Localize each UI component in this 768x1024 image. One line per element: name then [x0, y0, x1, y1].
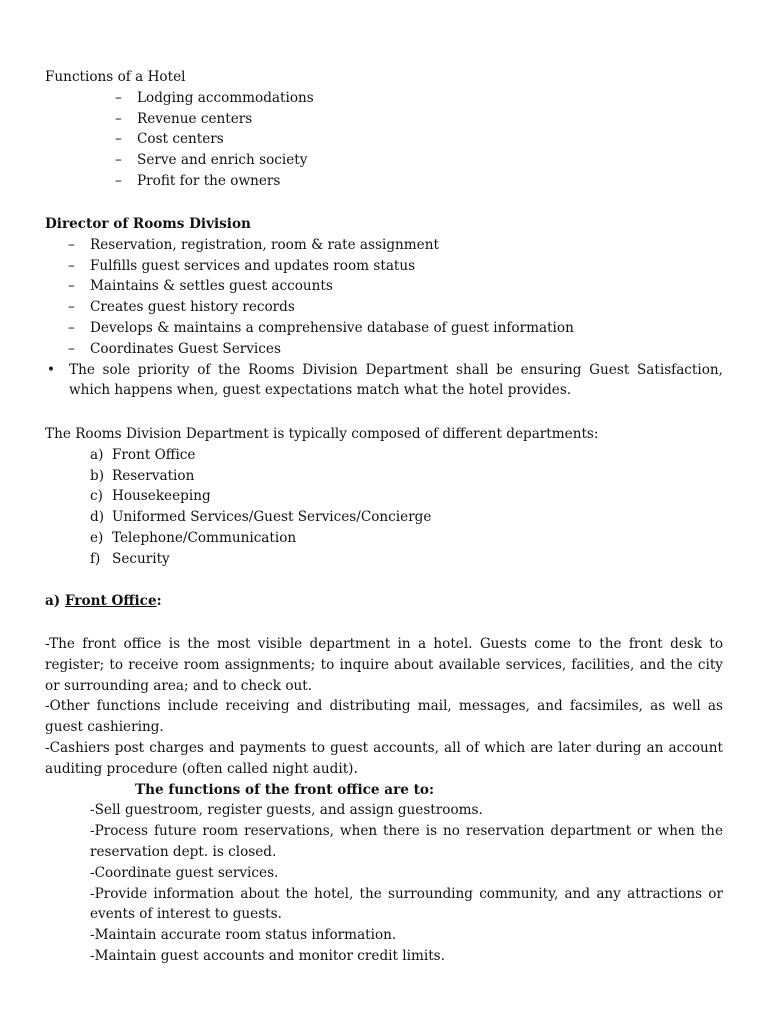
composition-section	[45, 424, 723, 570]
list-item: – Reservation, registration, room & rate assignment	[68, 235, 723, 256]
list-item: – Profit for the owners	[115, 171, 723, 192]
dash-marker: –	[68, 278, 75, 295]
list-item: – Lodging accommodations	[115, 88, 723, 109]
list-item: e) Telephone/Communication	[90, 529, 297, 546]
front-office-functions-list	[45, 800, 723, 966]
list-item: a) Front Office	[90, 446, 196, 463]
dash-marker: –	[68, 257, 75, 274]
list-item: – Develops & maintains a comprehensive database of guest information	[68, 318, 723, 339]
director-heading: Director of Rooms Division	[45, 216, 251, 232]
hotel-functions-section	[45, 67, 723, 192]
paragraph: -Other functions include receiving and distributing mail, messages, and facsimiles, as well as guest cashiering.	[45, 698, 723, 736]
front-office-heading: a) Front Office:	[45, 593, 162, 609]
hotel-functions-list	[45, 88, 723, 192]
guest-satisfaction-bullet	[45, 360, 723, 402]
list-item: – Maintains & settles guest accounts	[68, 276, 723, 297]
bullet-marker: •	[47, 361, 56, 378]
dash-marker: –	[68, 340, 75, 357]
list-item: – Revenue centers	[115, 109, 723, 130]
dash-marker: –	[115, 89, 122, 106]
dash-marker: –	[115, 172, 122, 189]
list-item: – Creates guest history records	[68, 297, 723, 318]
list-item: – Coordinates Guest Services	[68, 339, 723, 360]
front-office-heading-row	[45, 591, 723, 612]
bullet-text: The sole priority of the Rooms Division Department shall be ensuring Guest Satisfaction, which happens when, guest expectations match what the hotel provides.	[69, 361, 723, 399]
list-item: -Maintain accurate room status information.	[90, 927, 397, 944]
list-item: d) Uniformed Services/Guest Services/Concierge	[90, 509, 432, 526]
list-item: -Maintain guest accounts and monitor credit limits.	[90, 947, 445, 964]
list-item: -Process future room reservations, when there is no reservation department or when the reservation dept. is closed.	[90, 823, 723, 860]
director-section	[45, 214, 723, 401]
composition-intro: The Rooms Division Department is typically composed of different departments:	[45, 426, 599, 442]
list-item: -Provide information about the hotel, the surrounding community, and any attractions or events of interest to guests.	[90, 885, 723, 923]
list-item: c) Housekeeping	[90, 488, 211, 505]
list-item: – Cost centers	[115, 129, 723, 150]
director-duties-list	[45, 235, 723, 360]
list-item: b) Reservation	[90, 467, 195, 484]
dash-marker: –	[115, 152, 122, 169]
hotel-functions-title: Functions of a Hotel	[45, 69, 186, 85]
list-item: – Fulfills guest services and updates room status	[68, 256, 723, 277]
dash-marker: –	[115, 110, 122, 127]
paragraph: -The front office is the most visible department in a hotel. Guests come to the front desk to register; to receive room assignments; to inquire about available services, facilities, and the city or surrounding area; and to check out.	[45, 636, 723, 694]
front-office-functions-heading: The functions of the front office are to:	[135, 781, 434, 798]
dash-marker: –	[68, 319, 75, 336]
dash-marker: –	[115, 131, 122, 148]
list-item: -Sell guestroom, register guests, and assign guestrooms.	[90, 802, 483, 819]
list-item: f) Security	[90, 550, 170, 567]
dash-marker: –	[68, 236, 75, 253]
list-item: -Coordinate guest services.	[90, 864, 279, 881]
dash-marker: –	[68, 299, 75, 316]
list-item: – Serve and enrich society	[115, 150, 723, 171]
front-office-body	[45, 634, 723, 967]
departments-list	[45, 445, 723, 570]
paragraph: -Cashiers post charges and payments to guest accounts, all of which are later during an account auditing procedure (often called night audit).	[45, 739, 723, 777]
